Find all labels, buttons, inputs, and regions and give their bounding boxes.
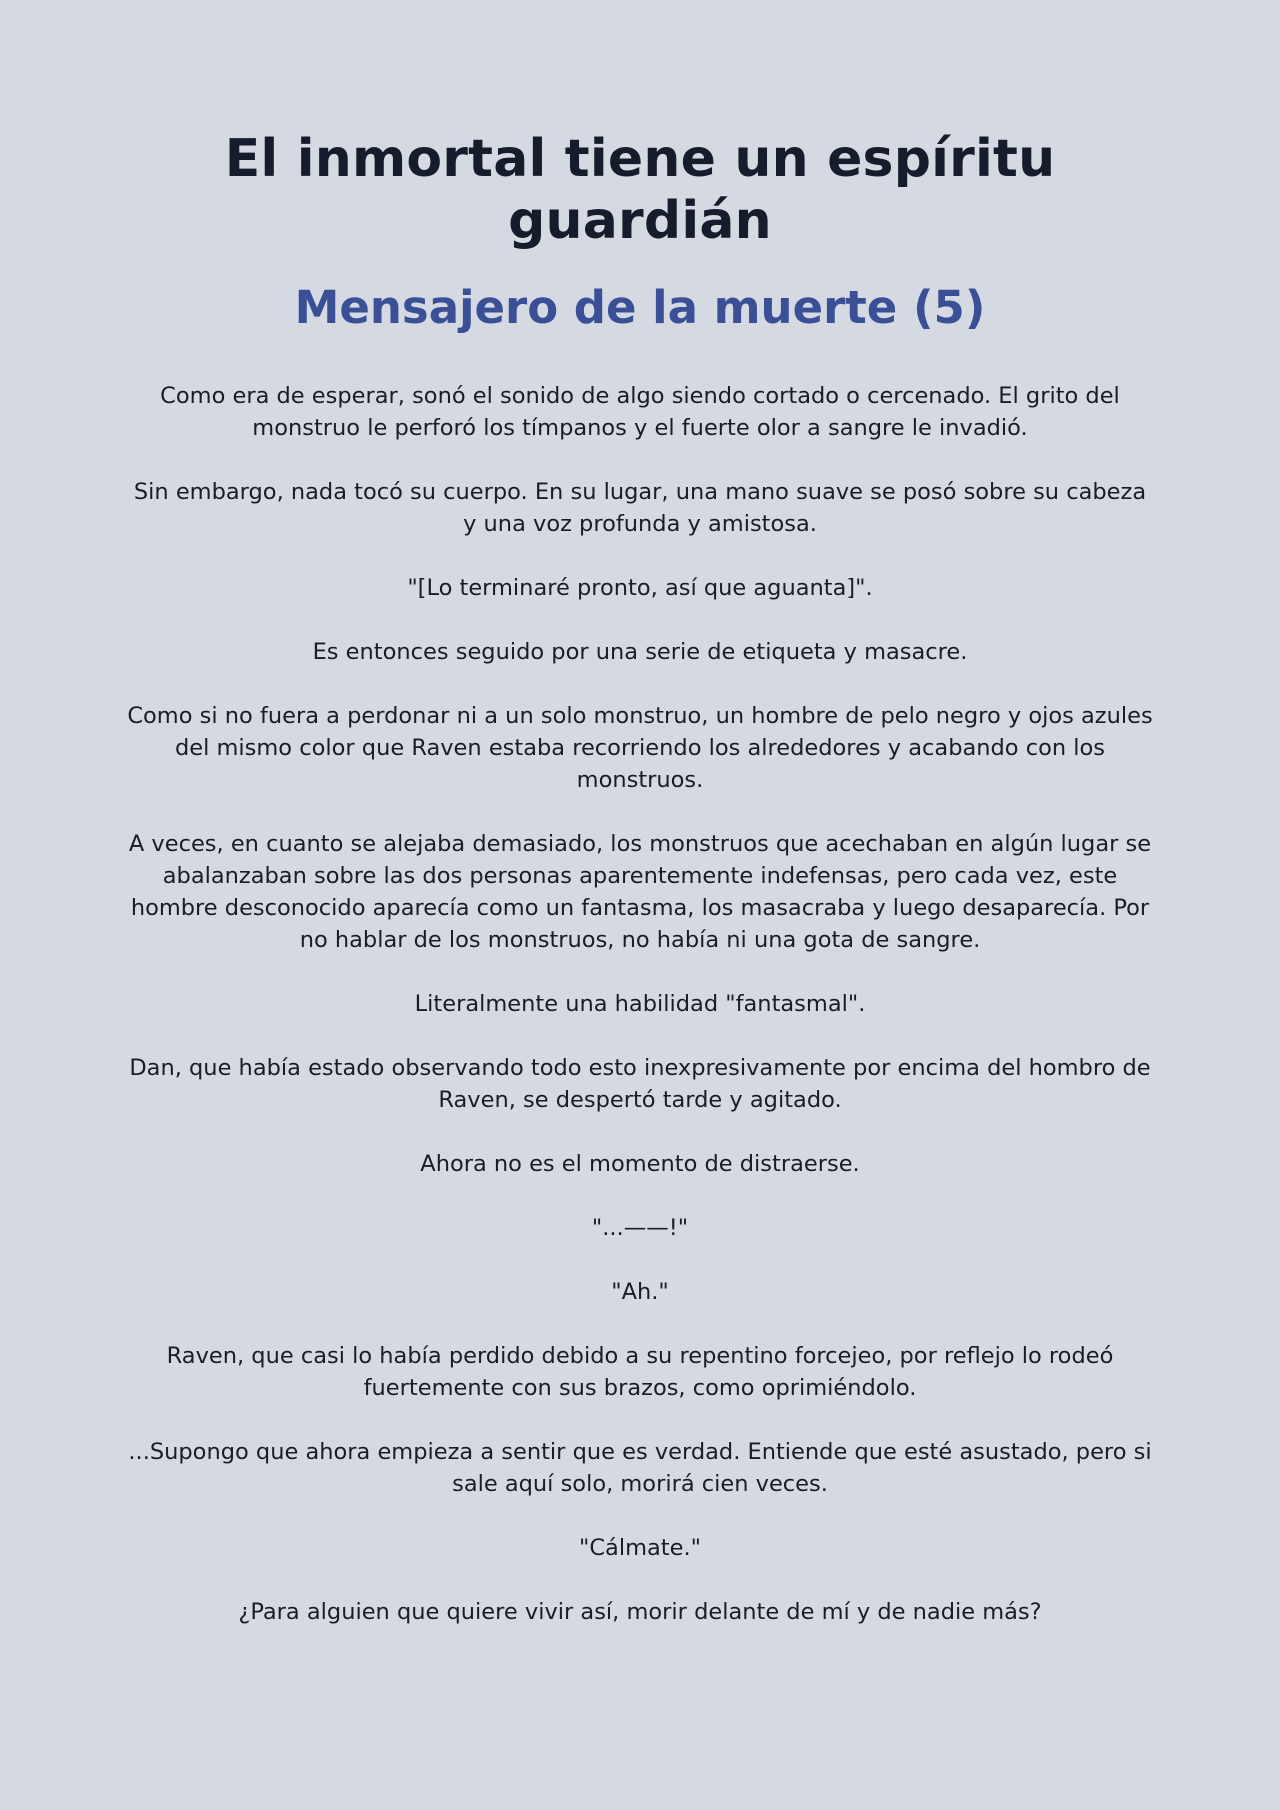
paragraph: Dan, que había estado observando todo esto inexpresivamente por encima del hombro de Raven, se despertó tarde y agitado. [129, 1054, 1151, 1113]
chapter-title: Mensajero de la muerte (5) [294, 280, 986, 334]
paragraph: Como era de esperar, sonó el sonido de algo siendo cortado o cercenado. El grito del monstruo le perforó los tímpanos y el fuerte olor a sangre le invadió. [160, 382, 1120, 441]
paragraph: Ahora no es el momento de distraerse. [420, 1150, 860, 1177]
paragraph: Es entonces seguido por una serie de etiqueta y masacre. [312, 638, 968, 665]
story-text [125, 380, 1155, 1628]
paragraph: Como si no fuera a perdonar ni a un solo monstruo, un hombre de pelo negro y ojos azules del mismo color que Raven estaba recorriendo los alrededores y acabando con los monstruos. [127, 702, 1153, 793]
paragraph: Sin embargo, nada tocó su cuerpo. En su lugar, una mano suave se posó sobre su cabeza y una voz profunda y amistosa. [133, 478, 1147, 537]
paragraph: A veces, en cuanto se alejaba demasiado, los monstruos que acechaban en algún lugar se abalanzaban sobre las dos personas aparentemente indefensas, pero cada vez, este hombre desconocido aparecía como un fantasma, los masacraba y luego desaparecía. Por no hablar de los monstruos, no había ni una gota de sangre. [128, 830, 1152, 953]
paragraph: Literalmente una habilidad "fantasmal". [414, 990, 866, 1017]
paragraph: ...Supongo que ahora empieza a sentir que es verdad. Entiende que esté asustado, pero si sale aquí solo, morirá cien veces. [128, 1438, 1152, 1497]
paragraph: "[Lo terminaré pronto, así que aguanta]". [407, 574, 873, 601]
paragraph: "Cálmate." [579, 1534, 701, 1561]
paragraph: Raven, que casi lo había perdido debido a su repentino forcejeo, por reflejo lo rodeó fuertemente con sus brazos, como oprimiéndolo. [166, 1342, 1114, 1401]
paragraph: "Ah." [611, 1278, 669, 1305]
paragraph: ¿Para alguien que quiere vivir así, morir delante de mí y de nadie más? [238, 1598, 1042, 1625]
book-title: El inmortal tiene un espíritu guardián [224, 129, 1056, 252]
paragraph: "...——!" [591, 1214, 689, 1241]
